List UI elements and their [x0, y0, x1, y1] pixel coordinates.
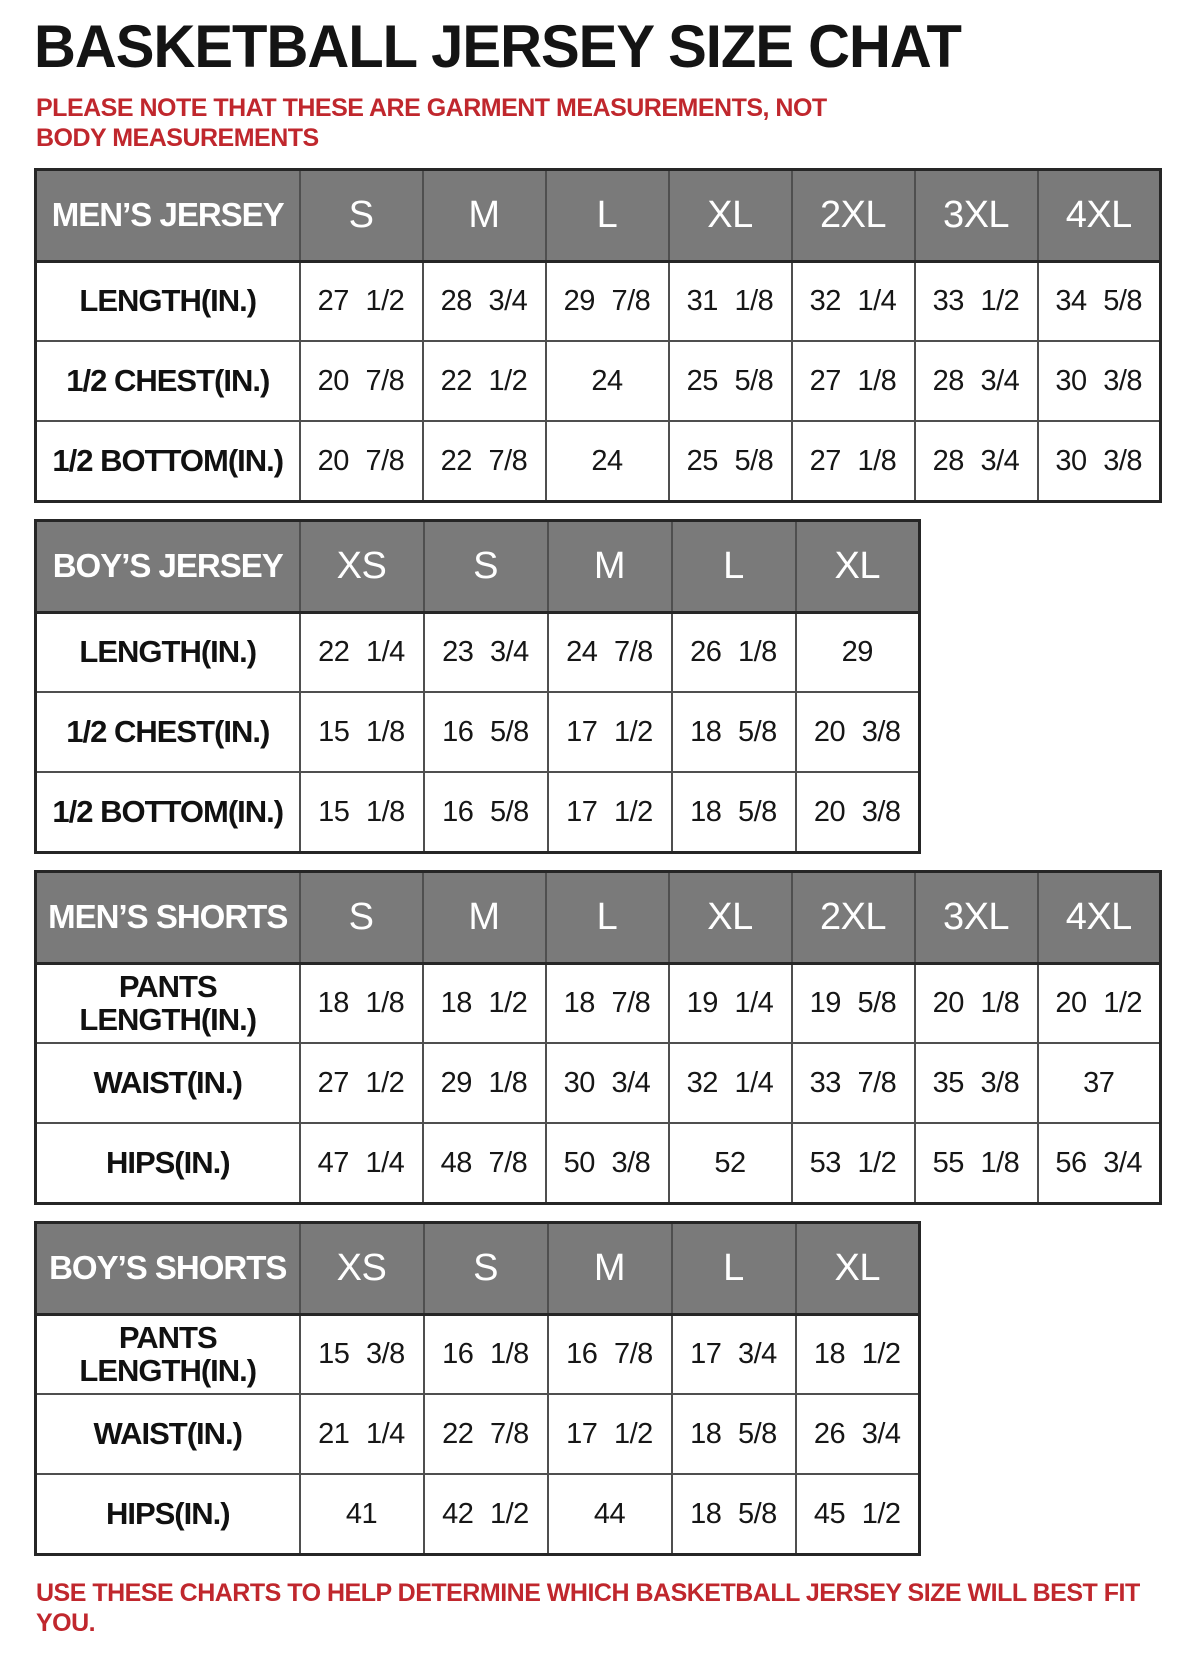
fit-advice-note: USE THESE CHARTS TO HELP DETERMINE WHICH BASKETBALL JERSEY SIZE WILL BEST FIT YOU.: [36, 1578, 1140, 1638]
value-cell: 22 7/8: [423, 421, 546, 501]
mens-jersey-table: [34, 168, 1162, 503]
value-cell: 20 3/8: [796, 692, 920, 772]
mens-shorts-size-header-4xl: 4XL: [1038, 871, 1161, 963]
value-cell: 22 1/2: [423, 341, 546, 421]
mens-jersey-header-row: [36, 169, 1161, 261]
value-cell: 33 1/2: [915, 261, 1038, 341]
boys-shorts-size-header-xl: XL: [796, 1222, 920, 1314]
value-cell: 27 1/8: [792, 341, 915, 421]
table-row: [36, 421, 1161, 501]
boys-shorts-size-header-m: M: [548, 1222, 672, 1314]
boys-jersey-header-row: [36, 520, 920, 612]
value-cell: 18 5/8: [672, 772, 796, 852]
mens-shorts-size-header-2xl: 2XL: [792, 871, 915, 963]
boys-jersey-title-cell: BOY’S JERSEY: [36, 520, 300, 612]
value-cell: 16 7/8: [548, 1314, 672, 1394]
value-cell: 28 3/4: [915, 421, 1038, 501]
row-label: PANTS LENGTH(IN.): [36, 1314, 300, 1394]
row-label: 1/2 BOTTOM(IN.): [36, 421, 300, 501]
row-label: HIPS(IN.): [36, 1474, 300, 1554]
mens-jersey-size-header-3xl: 3XL: [915, 169, 1038, 261]
value-cell: 55 1/8: [915, 1123, 1038, 1203]
mens-shorts-title-cell: MEN’S SHORTS: [36, 871, 300, 963]
mens-shorts-size-header-s: S: [300, 871, 423, 963]
value-cell: 22 7/8: [424, 1394, 548, 1474]
value-cell: 33 7/8: [792, 1043, 915, 1123]
value-cell: 30 3/8: [1038, 421, 1161, 501]
value-cell: 30 3/4: [546, 1043, 669, 1123]
value-cell: 27 1/2: [300, 1043, 423, 1123]
table-row: [36, 692, 920, 772]
table-row: [36, 772, 920, 852]
value-cell: 20 7/8: [300, 341, 423, 421]
boys-jersey-size-header-m: M: [548, 520, 672, 612]
value-cell: 20 7/8: [300, 421, 423, 501]
value-cell: 26 1/8: [672, 612, 796, 692]
value-cell: 44: [548, 1474, 672, 1554]
value-cell: 56 3/4: [1038, 1123, 1161, 1203]
value-cell: 20 3/8: [796, 772, 920, 852]
mens-jersey-size-header-m: M: [423, 169, 546, 261]
value-cell: 27 1/8: [792, 421, 915, 501]
boys-shorts-size-header-l: L: [672, 1222, 796, 1314]
value-cell: 45 1/2: [796, 1474, 920, 1554]
value-cell: 23 3/4: [424, 612, 548, 692]
table-row: [36, 261, 1161, 341]
boys-jersey-table: [34, 519, 921, 854]
boys-shorts-size-header-xs: XS: [300, 1222, 424, 1314]
value-cell: 29: [796, 612, 920, 692]
value-cell: 25 5/8: [669, 421, 792, 501]
table-row: [36, 1474, 920, 1554]
value-cell: 42 1/2: [424, 1474, 548, 1554]
value-cell: 28 3/4: [423, 261, 546, 341]
value-cell: 18 1/8: [300, 963, 423, 1043]
value-cell: 32 1/4: [669, 1043, 792, 1123]
page-title: BASKETBALL JERSEY SIZE CHAT: [34, 12, 961, 81]
value-cell: 27 1/2: [300, 261, 423, 341]
table-row: [36, 1314, 920, 1394]
boys-jersey-size-header-xl: XL: [796, 520, 920, 612]
value-cell: 24: [546, 421, 669, 501]
value-cell: 20 1/2: [1038, 963, 1161, 1043]
mens-jersey-size-header-4xl: 4XL: [1038, 169, 1161, 261]
value-cell: 24 7/8: [548, 612, 672, 692]
value-cell: 16 5/8: [424, 772, 548, 852]
value-cell: 34 5/8: [1038, 261, 1161, 341]
value-cell: 18 7/8: [546, 963, 669, 1043]
value-cell: 31 1/8: [669, 261, 792, 341]
table-row: [36, 963, 1161, 1043]
value-cell: 18 5/8: [672, 692, 796, 772]
table-row: [36, 341, 1161, 421]
row-label: WAIST(IN.): [36, 1394, 300, 1474]
mens-jersey-title-cell: MEN’S JERSEY: [36, 169, 300, 261]
boys-shorts-size-header-s: S: [424, 1222, 548, 1314]
boys-jersey-size-header-s: S: [424, 520, 548, 612]
value-cell: 17 3/4: [672, 1314, 796, 1394]
value-cell: 50 3/8: [546, 1123, 669, 1203]
row-label: PANTS LENGTH(IN.): [36, 963, 300, 1043]
table-row: [36, 1043, 1161, 1123]
table-row: [36, 1394, 920, 1474]
value-cell: 20 1/8: [915, 963, 1038, 1043]
value-cell: 15 1/8: [300, 692, 424, 772]
row-label: 1/2 CHEST(IN.): [36, 692, 300, 772]
row-label: LENGTH(IN.): [36, 612, 300, 692]
size-tables: [34, 168, 1170, 1556]
value-cell: 18 1/2: [796, 1314, 920, 1394]
value-cell: 24: [546, 341, 669, 421]
value-cell: 18 5/8: [672, 1474, 796, 1554]
row-label: LENGTH(IN.): [36, 261, 300, 341]
table-row: [36, 612, 920, 692]
mens-jersey-size-header-l: L: [546, 169, 669, 261]
value-cell: 28 3/4: [915, 341, 1038, 421]
value-cell: 29 7/8: [546, 261, 669, 341]
boys-jersey-size-header-l: L: [672, 520, 796, 612]
value-cell: 21 1/4: [300, 1394, 424, 1474]
row-label: 1/2 CHEST(IN.): [36, 341, 300, 421]
value-cell: 15 3/8: [300, 1314, 424, 1394]
value-cell: 48 7/8: [423, 1123, 546, 1203]
value-cell: 18 5/8: [672, 1394, 796, 1474]
value-cell: 25 5/8: [669, 341, 792, 421]
mens-shorts-table: [34, 870, 1162, 1205]
boys-shorts-table: [34, 1221, 921, 1556]
value-cell: 22 1/4: [300, 612, 424, 692]
value-cell: 52: [669, 1123, 792, 1203]
boys-jersey-size-header-xs: XS: [300, 520, 424, 612]
table-row: [36, 1123, 1161, 1203]
value-cell: 29 1/8: [423, 1043, 546, 1123]
value-cell: 19 1/4: [669, 963, 792, 1043]
value-cell: 26 3/4: [796, 1394, 920, 1474]
value-cell: 30 3/8: [1038, 341, 1161, 421]
mens-jersey-size-header-2xl: 2XL: [792, 169, 915, 261]
value-cell: 35 3/8: [915, 1043, 1038, 1123]
value-cell: 32 1/4: [792, 261, 915, 341]
value-cell: 37: [1038, 1043, 1161, 1123]
value-cell: 53 1/2: [792, 1123, 915, 1203]
row-label: HIPS(IN.): [36, 1123, 300, 1203]
value-cell: 16 5/8: [424, 692, 548, 772]
value-cell: 41: [300, 1474, 424, 1554]
mens-jersey-size-header-s: S: [300, 169, 423, 261]
value-cell: 19 5/8: [792, 963, 915, 1043]
mens-shorts-size-header-m: M: [423, 871, 546, 963]
garment-measurement-note: PLEASE NOTE THAT THESE ARE GARMENT MEASUREMENTS, NOT BODY MEASUREMENTS: [36, 93, 827, 153]
mens-jersey-size-header-xl: XL: [669, 169, 792, 261]
value-cell: 16 1/8: [424, 1314, 548, 1394]
value-cell: 15 1/8: [300, 772, 424, 852]
value-cell: 17 1/2: [548, 1394, 672, 1474]
value-cell: 17 1/2: [548, 772, 672, 852]
value-cell: 47 1/4: [300, 1123, 423, 1203]
mens-shorts-header-row: [36, 871, 1161, 963]
boys-shorts-header-row: [36, 1222, 920, 1314]
row-label: WAIST(IN.): [36, 1043, 300, 1123]
row-label: 1/2 BOTTOM(IN.): [36, 772, 300, 852]
mens-shorts-size-header-3xl: 3XL: [915, 871, 1038, 963]
boys-shorts-title-cell: BOY’S SHORTS: [36, 1222, 300, 1314]
value-cell: 17 1/2: [548, 692, 672, 772]
mens-shorts-size-header-l: L: [546, 871, 669, 963]
mens-shorts-size-header-xl: XL: [669, 871, 792, 963]
value-cell: 18 1/2: [423, 963, 546, 1043]
